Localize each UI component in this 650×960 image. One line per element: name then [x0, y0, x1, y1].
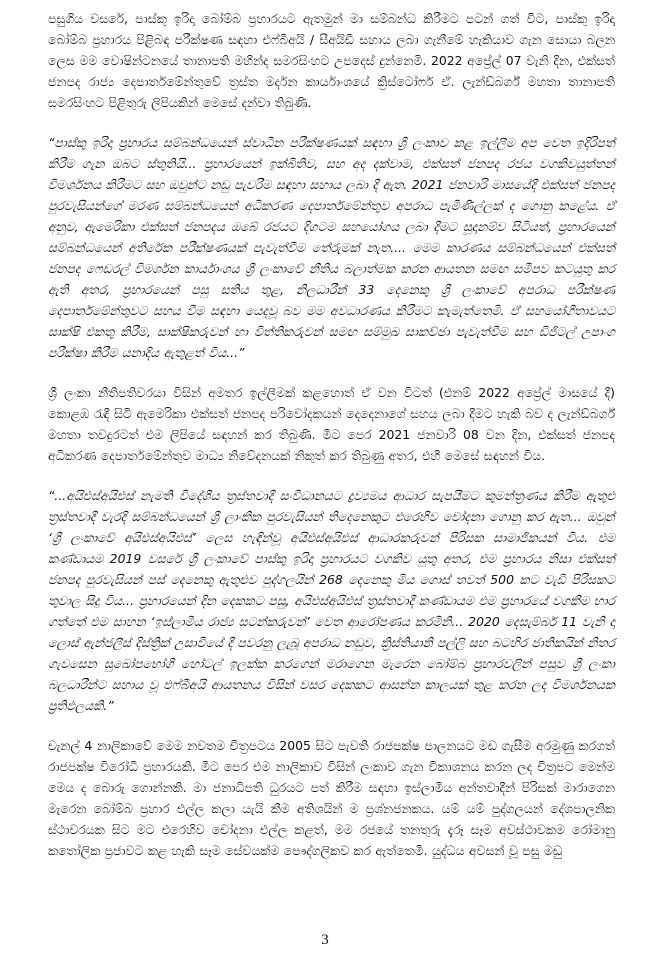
body-paragraph: චැනල් 4 නාලිකාවේ මෙම නවතම චිත්‍රපටය 2005 සිට පැවති රාජපක්ෂ පාලනයට මඩ ගැසීම අරමුණු කරගත් රාජපක්ෂ විරෝධී ප්‍රහාරයකි. මීට පෙර එම නාලිකාව විසින් ලංකාව ගැන විකාශනය කරන ලද චිත්‍රපට මෙන්ම මෙය ද බොරු ගොන්නකි. මා ජනාධිපති ධුරයට පත් කිරීම සඳහා ඉස්ලාමීය අන්තවාදීන් පිරිසක් මාරාගෙන මැරෙන බෝම්බ ප්‍රහාර එල්ල කලා යැයි කීම අතිශයින් ම ප්‍රශ්නජනකය. යම් යම් පුද්ගලයන් දේශපාලනික ස්ථාවරයක සිට මට එරෙහිව චෝදනා එල්ල කළත්, මම රජයේ තනතුරු දැරූ සෑම අවස්ථාවකම රෝමානු කතෝලික ප්‍රජාවට කළ හැකි සෑම සේවයක්ම පෞද්ගලිකව කර ඇත්තෙමි. යුද්ධය අවසන් වූ පසු මඩු — [48, 738, 615, 858]
document-page — [48, 8, 615, 880]
body-paragraph: පසුගිය වසරේ, පාස්කු ඉරිදා බෝම්බ ප්‍රහාරයට ඇතමුන් මා සම්බන්ධ කිරීමට පටන් ගත් විට, පාස්කු ඉරිදා බෝම්බ ප්‍රහාරය පිළිබඳ පරීක්ෂණ සඳහා එෆ්බීඅයි / සීඅයිඩී සහාය ලබා ගැනීමේ හැකියාව ගැන සොයා බලන ලෙස මම වොෂින්ටනයේ තානාපති මහින්ද සමරසිංහට උපදෙස් දුන්නෙමි. 2022 අප්‍රේල් 07 වැනි දින, එක්සත් ජනපද රාජ්‍ය දෙපාර්තමේන්තුවේ ත්‍රස්ත මර්දන කාර්යාංශයේ ක්‍රිස්ටෝෆර් ඒ. ලැන්ඩ්බර්ග් මහතා තානාපති සමරසිංහට පිළිතුරු ලිපියකින් මෙසේ දන්වා තිබුණි. — [48, 11, 615, 110]
quoted-letter-paragraph: “පාස්කු ඉරිදා ප්‍රහාරය සම්බන්ධයෙන් ස්වාධීන පරීක්ෂණයක් සඳහා ශ්‍රී ලංකාව කළ ඉල්ලීම අප වෙත ඉදිරිපත් කිරීම ගැන ඔබට ස්තුතියි... ප්‍රහාරයෙන් ඉක්බිතිව, සහ අද දක්වාම, එක්සත් ජනපද රජය වගකිවයුත්තන් විමර්ශනය කිරීමට සහ ඔවුන්ට නඩු පැවරීම සඳහා සහාය ලබා දී ඇත. 2021 ජනවාරි මාසයේදී එක්සත් ජනපද පුරවැසියන්ගේ මරණ සම්බන්ධයෙන් අධිකරණ දෙපාර්තමේන්තුව අපරාධ පැමිණිල්ලක් ද ගොනු කළේය. ඒ අනුව, ඇමෙරිකා එක්සත් ජනපදය ඔබේ රජයට දිගටම සහයෝගය ලබා දීමට සූදානම්ව සිටියත්, ප්‍රහාරයෙන් සම්බන්ධයෙන් අතිරේක පරීක්ෂණයක් පැවැත්වීම තේරුමක් නැත.... මෙම කාරණය සම්බන්ධයෙන් එක්සත් ජනපද ෆෙඩරල් විමර්ශන කාර්යාංශය ශ්‍රී ලංකාවේ නීතිය බලාත්මක කරන ආයතන සමඟ සමීපව කටයුතු කර ඇති අතර, ප්‍රහාරයෙන් පසු සතිය තුළ, නිලධාරීන් 33 දෙනෙකු ශ්‍රී ලංකාවේ අපරාධ පරීක්ෂණ දෙපාර්තමේන්තුවට සහය වීම සඳහා යෙදවූ බව මම අවධාරණය කිරීමට කැමැත්තෙමි. ඒ සහයෝගීතාවයට සාක්ෂි එකතු කිරීම, සාක්ෂිකරුවන් හා විත්තිකරුවන් සමඟ සම්මුඛ සාකච්ඡා පැවැත්වීම සහ ඩිජිටල් උපාංග පරීක්ෂා කිරීම යනාදිය ඇතුළත් විය...” — [48, 135, 615, 360]
body-paragraph: ශ්‍රී ලංකා නීතිපතිවරයා විසින් අමතර ඉල්ලීමක් කළහොත් ඒ වන විටත් (එනම් 2022 අප්‍රේල් මාසයේ දී) කොළඹ රැඳී සිටි ඇමෙරිකා එක්සත් ජනපද පරිවෝදකයන් දෙදෙනාගේ සහය ලබා දීමට හැකි බව ද ලැන්ඩ්බර්ග් මහතා තවදුරටත් එම ලිපියේ සඳහන් කර තිබුණි. මීට පෙර 2021 ජනවාරි 08 වන දින, එක්සත් ජනපද අධිකරණ දෙපාර්තමේන්තුව මාධ්‍ය නිවේදනයක් නිකුත් කර තිබුණු අතර, එහි මෙසේ සඳහන් විය. — [48, 385, 615, 463]
page-number: 3 — [321, 932, 329, 948]
quoted-press-release-paragraph: “...අයිඑස්අයිඑස් නැමති විදේශීය ත්‍රස්තවාදී සංවිධානයට ද්‍රව්‍යමය ආධාර සැපයීමට කුමන්ත්‍රණය කිරීම ඇතුළු ත්‍රස්තවාදී වැරදි සම්බන්ධයෙන් ශ්‍රී ලාංකික පුරවැසියන් තිදෙනෙකුට එරෙහිව චෝදනා ගොනු කර ඇත... ඔවුන් ‘ශ්‍රී ලංකාවේ අයිඑස්අයිඑස්’ ලෙස හැඳින්වූ අයිඑස්අයිඑස් ආධාරකරුවන් පිරිසක සාමාජිකයන් විය. එම කණ්ඩායම 2019 වසරේ ශ්‍රී ලංකාවේ පාස්කු ඉරිදා ප්‍රහාරයට වගකිව යුතු අතර, එම ප්‍රහාරය නිසා එක්සත් ජනපද පුරවැසියන් පස් දෙනෙකු ඇතුළුව පුද්ගලයින් 268 දෙනෙකු මිය ගොස් තවත් 500 කට වැඩි පිරිසකට තුවාල සිදු විය... ප්‍රහාරයෙන් දින දෙකකට පසු, අයිඑස්අයිඑස් ත්‍රස්තවාදී කණ්ඩායම එම ප්‍රහාරයේ වගකීම භාර ගත්තේ එම සාහන ‘ඉස්ලාමීය රාජ්‍ය සටන්කරුවන්’ වෙත ආරෝපණය කරමිනි... 2020 දෙසැම්බර් 11 වැනි දා ලොස් ඇන්ජලීස් දිස්ත්‍රික් උසාවියේ දී පවරනු ලැබූ අපරාධ නඩුව, ක්‍රිස්තියානි පල්ලි සහ බටහිර ජාතිකයින් නිතර ගැවසෙන සුඛෝපභෝගී හෝටල් ඉලක්ක කරගෙන් මරාගෙන මැරෙන බෝම්බ ප්‍රහාරවලින් පසුව ශ්‍රී ලංකා බලධාරීන්ට සහාය වූ එෆ්බීඅයි ආයතනය විසින් වසර දෙකකට ආසන්න කාලයක් තුළ කරන ලද විමර්ශනයක ප්‍රතිඵලයකි.” — [48, 488, 615, 713]
